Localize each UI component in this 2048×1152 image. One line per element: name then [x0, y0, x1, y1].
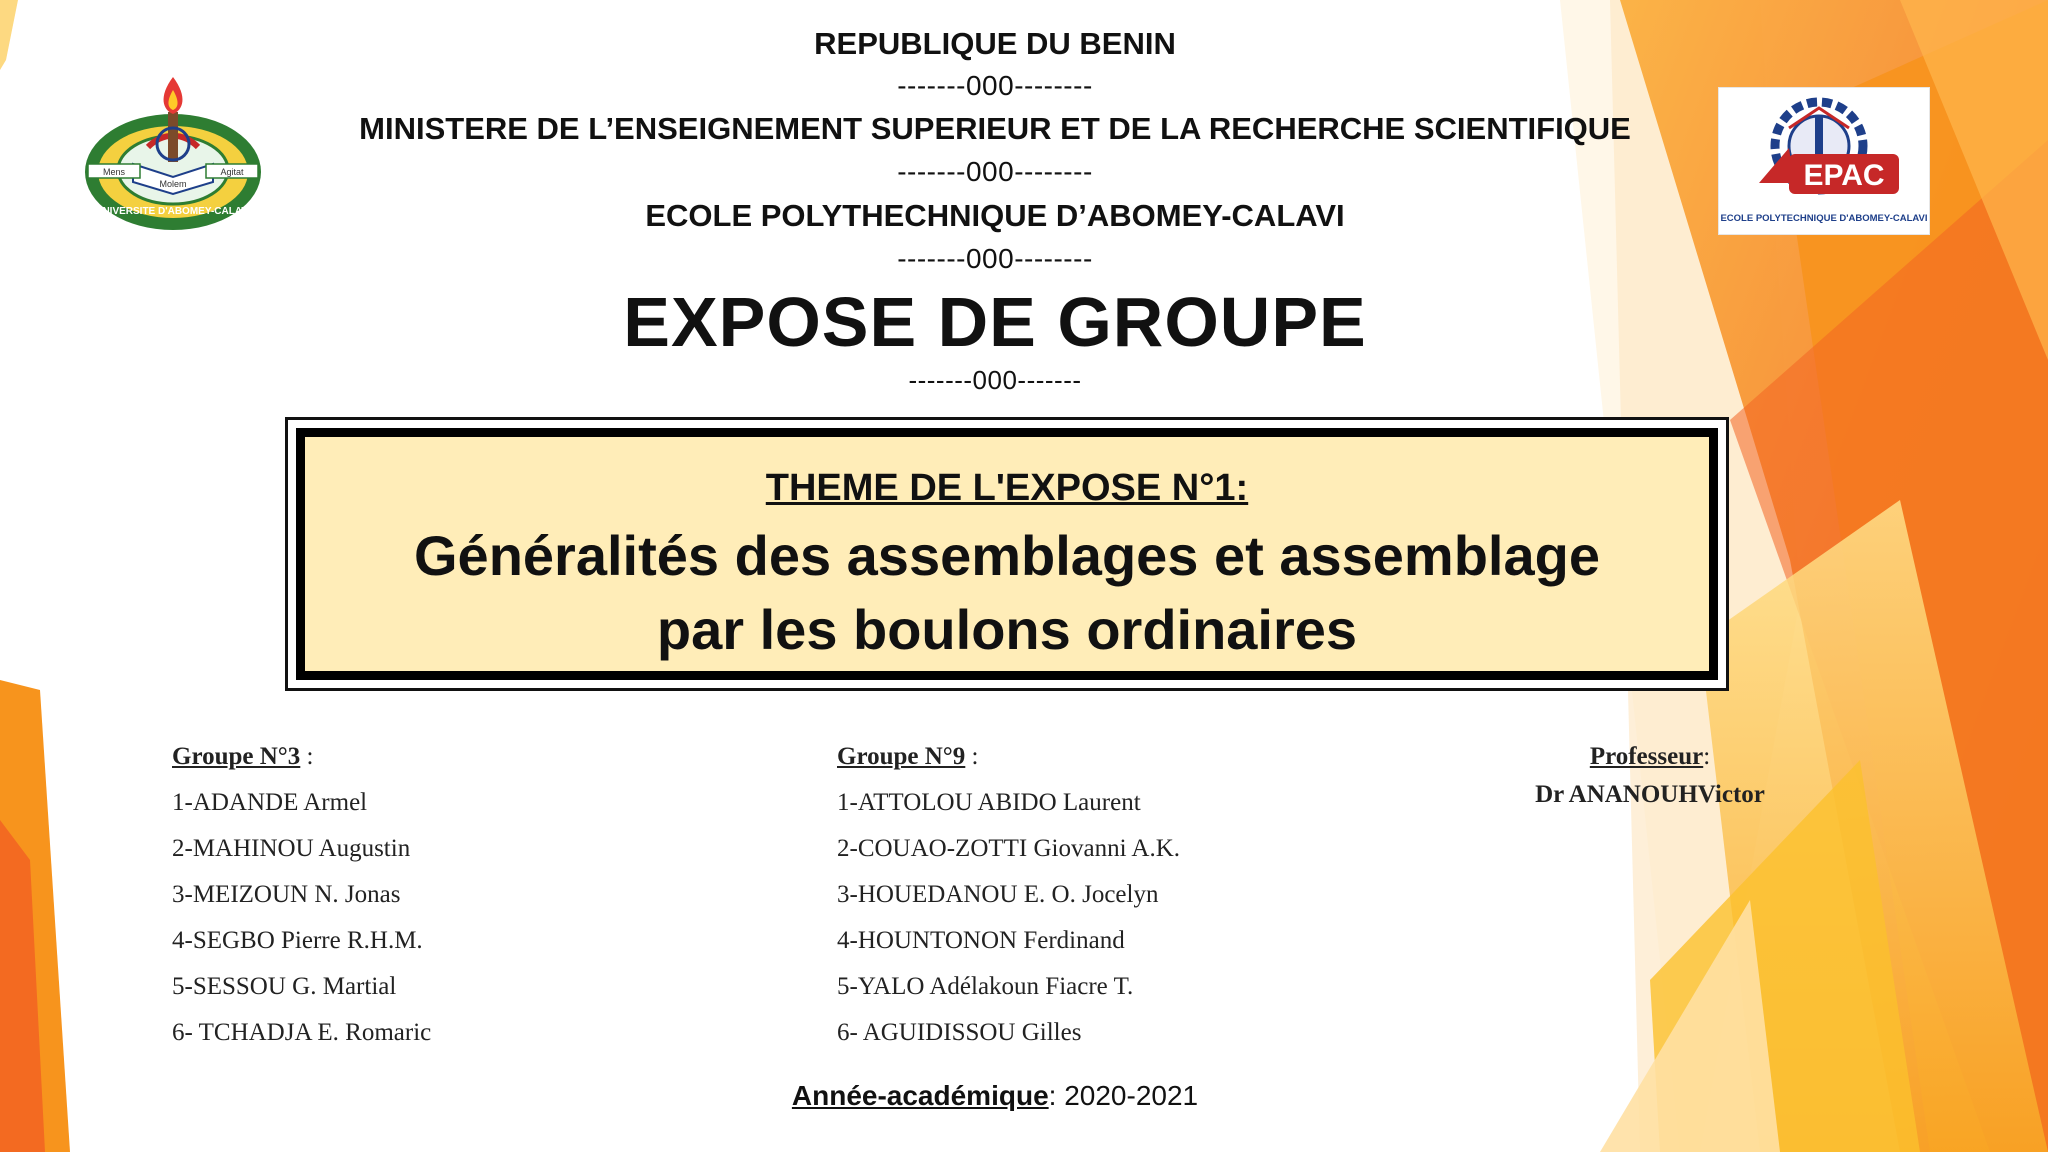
professor-label: Professeur	[1589, 743, 1704, 770]
theme-box	[285, 417, 1729, 691]
group3-heading	[172, 743, 314, 771]
academic-year	[0, 1080, 1990, 1112]
group3-title: Groupe N°3	[172, 743, 301, 770]
svg-text:Mens: Mens	[102, 167, 126, 177]
theme-box-inner	[296, 428, 1718, 680]
theme-label: THEME DE L'EXPOSE N°1:	[765, 467, 1249, 509]
svg-text:Molem: Molem	[159, 179, 187, 189]
professor-name: Dr ANANOUHVictor	[1535, 781, 1765, 808]
list-item: 1-ATTOLOU ABIDO Laurent	[837, 789, 1141, 816]
list-item: 2-MAHINOU Augustin	[172, 835, 411, 862]
list-item: 4-HOUNTONON Ferdinand	[837, 927, 1125, 954]
ministry-heading: MINISTERE DE L’ENSEIGNEMENT SUPERIEUR ET DE LA RECHERCHE SCIENTIFIQUE	[359, 111, 1631, 146]
svg-text:EPAC: EPAC	[1803, 159, 1885, 192]
list-item: 3-HOUEDANOU E. O. Jocelyn	[837, 881, 1159, 908]
theme-title-line-2: par les boulons ordinaires	[656, 598, 1358, 661]
list-item: 2-COUAO-ZOTTI Giovanni A.K.	[837, 835, 1181, 862]
list-item: 4-SEGBO Pierre R.H.M.	[172, 927, 423, 954]
list-item: 6- AGUIDISSOU Gilles	[837, 1019, 1082, 1046]
page-title: EXPOSE DE GROUPE	[623, 283, 1367, 361]
title-separator: -------000-------	[908, 365, 1082, 395]
list-item: 1-ADANDE Armel	[172, 789, 368, 816]
professor-label-suffix: :	[1703, 743, 1711, 770]
svg-text:UNIVERSITE D'ABOMEY-CALAVI: UNIVERSITE D'ABOMEY-CALAVI	[95, 206, 251, 217]
list-item: 3-MEIZOUN N. Jonas	[172, 881, 401, 908]
academic-year-label: Année-académique	[791, 1080, 1049, 1111]
professor-heading	[1500, 743, 1800, 771]
group9-title-suffix: :	[965, 743, 979, 770]
svg-text:ECOLE POLYTECHNIQUE D'ABOMEY-C: ECOLE POLYTECHNIQUE D'ABOMEY-CALAVI	[1720, 213, 1928, 224]
academic-year-value: : 2020-2021	[1048, 1080, 1199, 1111]
group9-title: Groupe N°9	[837, 743, 966, 770]
school-heading: ECOLE POLYTHECHNIQUE D’ABOMEY-CALAVI	[645, 198, 1345, 233]
list-item: 5-SESSOU G. Martial	[172, 973, 397, 1000]
theme-title-line-1: Généralités des assemblages et assemblage	[414, 524, 1600, 587]
group3-title-suffix: :	[300, 743, 314, 770]
header-separator-3: -------000--------	[897, 243, 1093, 274]
list-item: 5-YALO Adélakoun Fiacre T.	[837, 973, 1134, 1000]
group9-heading	[837, 743, 979, 771]
list-item: 6- TCHADJA E. Romaric	[172, 1019, 432, 1046]
svg-text:Agitat: Agitat	[220, 167, 244, 177]
header-separator-1: -------000--------	[897, 70, 1093, 101]
header-separator-2: -------000--------	[897, 156, 1093, 187]
country-heading: REPUBLIQUE DU BENIN	[814, 26, 1176, 61]
